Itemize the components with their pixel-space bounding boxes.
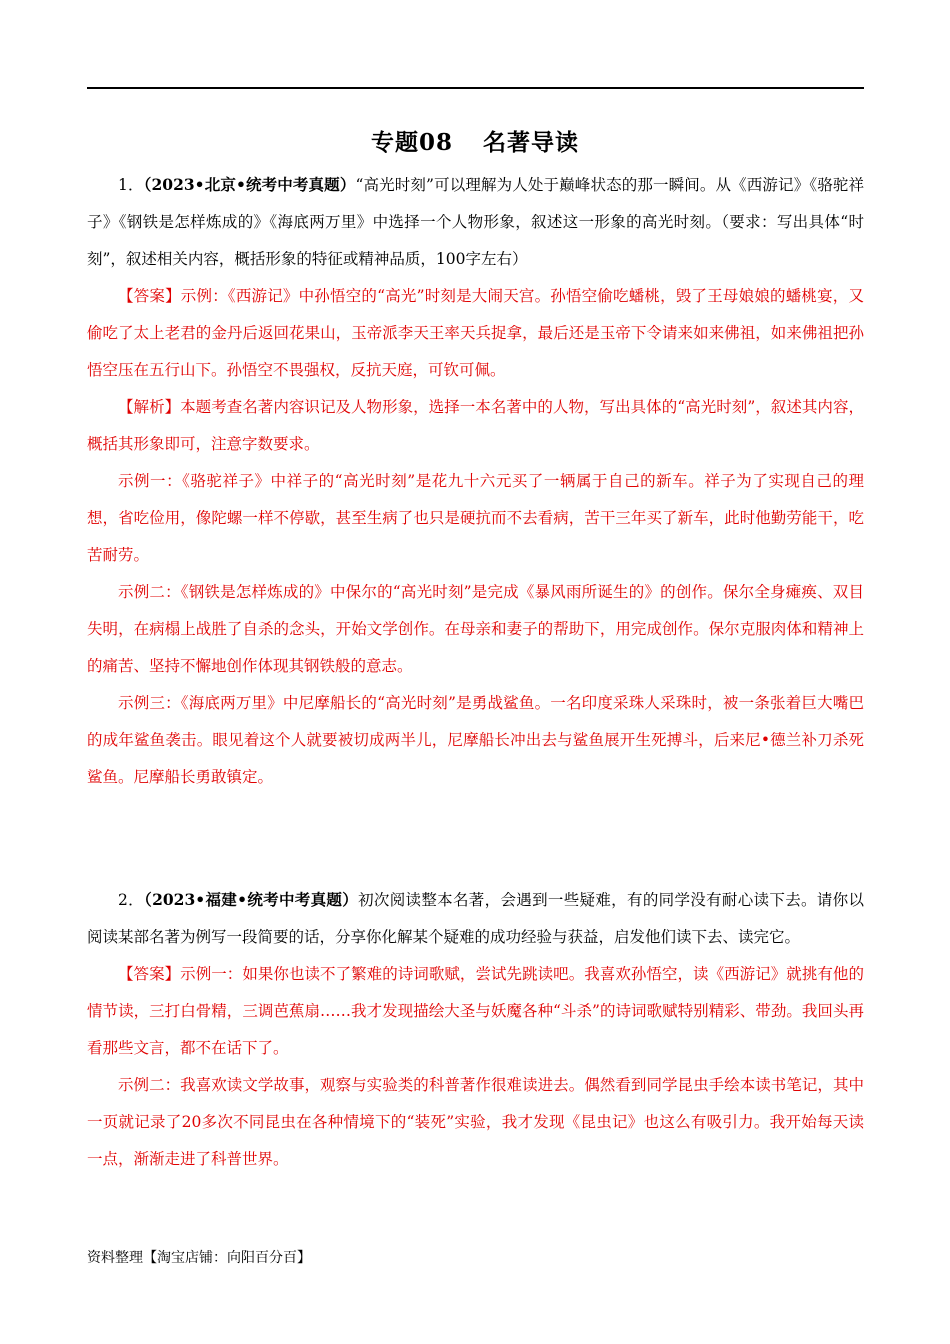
title-topic-number: 专题08	[370, 129, 453, 156]
example-paragraph: 示例一：《骆驼祥子》中祥子的“高光时刻”是花九十六元买了一辆属于自己的新车。祥子为了实现自己的理想，省吃俭用，像陀螺一样不停歇，甚至生病了也只是硬抗而不去看病，苦干三年买了新车，此时他勤劳能干，吃苦耐劳。	[87, 472, 864, 564]
footer-source: 资料整理【淘宝店铺：向阳百分百】	[87, 1250, 311, 1266]
page-title	[0, 124, 950, 157]
question-2-number: 2．	[118, 891, 145, 909]
question-1-number: 1．	[118, 176, 144, 194]
question-2-text: 初次阅读整本名著，会遇到一些疑难，有的同学没有耐心读下去。请你以阅读某部名著为例写一段简要的话，分享你化解某个疑难的成功经验与获益，启发他们读下去、读完它。	[87, 891, 864, 946]
title-topic-name: 名著导读	[483, 129, 579, 156]
analysis-text: 本题考查名著内容识记及人物形象，选择一本名著中的人物，写出具体的“高光时刻”，叙述其内容，概括其形象即可，注意字数要求。	[87, 398, 864, 453]
question-1-analysis	[87, 389, 864, 463]
question-2-stem	[87, 881, 864, 956]
question-1-source: （2023•北京•统考中考真题）	[143, 175, 356, 194]
question-2	[87, 881, 864, 1178]
answer-text: 示例：《西游记》中孙悟空的“高光”时刻是大闹天宫。孙悟空偷吃蟠桃，毁了王母娘娘的蟠桃宴，又偷吃了太上老君的金丹后返回花果山，玉帝派李天王率天兵捉拿，最后还是玉帝下令请来如来佛祖，如来佛祖把孙悟空压在五行山下。孙悟空不畏强权，反抗天庭，可钦可佩。	[87, 287, 864, 379]
question-2-source: （2023•福建•统考中考真题）	[144, 890, 359, 909]
analysis-tag: 【解析】	[118, 398, 181, 416]
example-paragraph: 示例二：我喜欢读文学故事，观察与实验类的科普著作很难读进去。偶然看到同学昆虫手绘本读书笔记，其中一页就记录了20多次不同昆虫在各种情境下的“装死”实验，我才发现《昆虫记》也这么有吸引力。我开始每天读一点，渐渐走进了科普世界。	[87, 1076, 864, 1168]
question-1	[87, 166, 864, 796]
answer-text: 示例一：如果你也读不了繁难的诗词歌赋，尝试先跳读吧。我喜欢孙悟空，读《西游记》就挑有他的情节读，三打白骨精，三调芭蕉扇……我才发现描绘大圣与妖魔各种“斗杀”的诗词歌赋特别精彩、带劲。我回头再看那些文言，都不在话下了。	[87, 965, 864, 1057]
answer-tag: 【答案】	[118, 287, 181, 305]
question-1-text: “高光时刻”可以理解为人处于巅峰状态的那一瞬间。从《西游记》《骆驼祥子》《钢铁是怎样炼成的》《海底两万里》中选择一个人物形象，叙述这一形象的高光时刻。（要求：写出具体“时刻”，叙述相关内容，概括形象的特征或精神品质，100字左右）	[87, 176, 864, 268]
question-1-answer	[87, 278, 864, 389]
question-2-answer	[87, 956, 864, 1067]
question-1-stem	[87, 166, 864, 278]
answer-tag: 【答案】	[118, 965, 181, 983]
header-rule	[87, 87, 864, 89]
example-paragraph: 示例二：《钢铁是怎样炼成的》中保尔的“高光时刻”是完成《暴风雨所诞生的》的创作。保尔全身瘫痪、双目失明，在病榻上战胜了自杀的念头，开始文学创作。在母亲和妻子的帮助下，用完成创作。保尔克服肉体和精神上的痛苦、坚持不懈地创作体现其钢铁般的意志。	[87, 583, 864, 675]
example-paragraph: 示例三：《海底两万里》中尼摩船长的“高光时刻”是勇战鲨鱼。一名印度采珠人采珠时，被一条张着巨大嘴巴的成年鲨鱼袭击。眼见着这个人就要被切成两半儿，尼摩船长冲出去与鲨鱼展开生死搏斗，后来尼•德兰补刀杀死鲨鱼。尼摩船长勇敢镇定。	[87, 694, 864, 786]
